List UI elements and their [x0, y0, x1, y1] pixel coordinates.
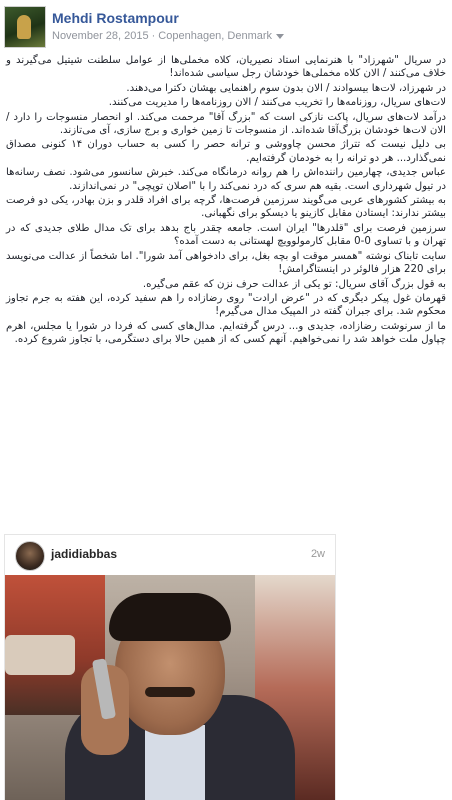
post-paragraph: درآمد لات‌های سریال، پاکت نازکی است که "بزرگ آقا" مرحمت می‌کند. او انحصار منسوجات را دارد / الان لات‌ها خودشان بزرگ‌آقا شده‌اند. از منسوجات تا زمین خواری و برج سازی، آی می‌تازند. [6, 111, 446, 137]
post-header [4, 6, 444, 50]
photo-hair [109, 593, 231, 641]
photo-mustache [145, 687, 195, 697]
post-paragraph: بی دلیل نیست که تتراژ محسن چاووشی و ترانه حصر را کسی به حساب دوران ۱۴ کنونی مصداق نمی‌گذارد... هر دو ترانه را به خودمان گرفته‌ایم. [6, 139, 446, 164]
post-paragraph: در سریال "شهرزاد" با هنرنمایی استاد نصیریان، کلاه مخملی‌ها از عوامل سلطنت شیتیل می‌گیرند و خلاف می‌کنند / الان کلاه مخملی‌ها خودشان رجل سیاسی شده‌اند! [6, 55, 446, 80]
post-paragraph: سرزمین فرصت برای "قلدرها" ایران است. جامعه چقدر باج بدهد برای تک مدال طلای جدیدی که در تهران و با تساوی 0-0 مقابل کارمولوویچ لهستانی به دست آمده؟ [6, 222, 446, 248]
post-paragraph: به بیشتر کشورهای عربی می‌گویند سرزمین فرصت‌ها، گرچه برای افراد قلدر و بزن بهادر، یکی دو فرصت بیشتر ندارند: ایستادن مقابل کازینو یا دیسکو برای نگهبانی. [6, 195, 446, 220]
post-date[interactable]: November 28, 2015 [52, 30, 149, 42]
post-paragraph: در شهرزاد، لات‌ها بیسوادند / الان بدون سوم راهنمایی بهشان دکترا می‌دهند. [126, 82, 446, 94]
post-paragraph: عباس جدیدی، چهارمین راننده‌اش را هم روانه درمانگاه می‌کند. خبرش سانسور می‌شود. نصف رسانه‌ها در تیول شهرداری است. بقیه هم سری که درد نمی‌کند را با "اصلان توپچی" در نمی‌اندازند. [6, 167, 446, 192]
post-meta [52, 30, 284, 42]
post-paragraph: ما از سرنوشت رضازاده، جدیدی و... درس گرفته‌ایم. مدال‌های کسی که فردا در شورا یا مجلس، اهرم چپاول ملت خواهد شد را نمی‌خواهیم. آنهم کسی که از همین حالا برای دستگرمی، با تجاوز شروع کرده. [6, 320, 446, 346]
embed-avatar[interactable] [15, 541, 45, 571]
photo-shirt [145, 725, 205, 800]
avatar-figure [17, 15, 31, 39]
embed-header [5, 535, 335, 575]
post-paragraph: سایت تابناک نوشته "همسر موقت او بچه بغل، برای دادخواهی آمد شورا". اما شخصاً از عدالت می‌نویسد برای 220 هزار فالوئر در اینستاگرامش! [6, 250, 446, 276]
post-paragraph: قهرمان غول پیکر دیگری که در "عرض ارادت" روی رضازاده را هم سفید کرده، این هفته به جرم تجاوز محکوم شد. برای جبران گفته در المپیک مدال می‌گیرم! [6, 292, 446, 318]
author-name[interactable]: Mehdi Rostampour [52, 10, 179, 26]
embed-username[interactable]: jadidiabbas [51, 547, 118, 561]
post-body [6, 54, 446, 348]
instagram-embed[interactable] [4, 534, 336, 800]
post-paragraph: لات‌های سریال، روزنامه‌ها را تخریب می‌کنند / الان روزنامه‌ها را مدیریت می‌کنند. [108, 97, 446, 109]
chevron-down-icon[interactable] [276, 34, 284, 39]
post-location[interactable]: Copenhagen, Denmark [158, 30, 273, 42]
instagram-photo[interactable] [5, 575, 335, 800]
photo-background-car [5, 635, 75, 675]
embed-timestamp: 2w [310, 548, 325, 560]
author-avatar[interactable] [4, 6, 46, 48]
post-paragraph: به قول بزرگ آقای سریال: تو یکی از عدالت حرف نزن که عقم می‌گیره. [142, 278, 446, 290]
meta-separator: · [151, 30, 156, 42]
